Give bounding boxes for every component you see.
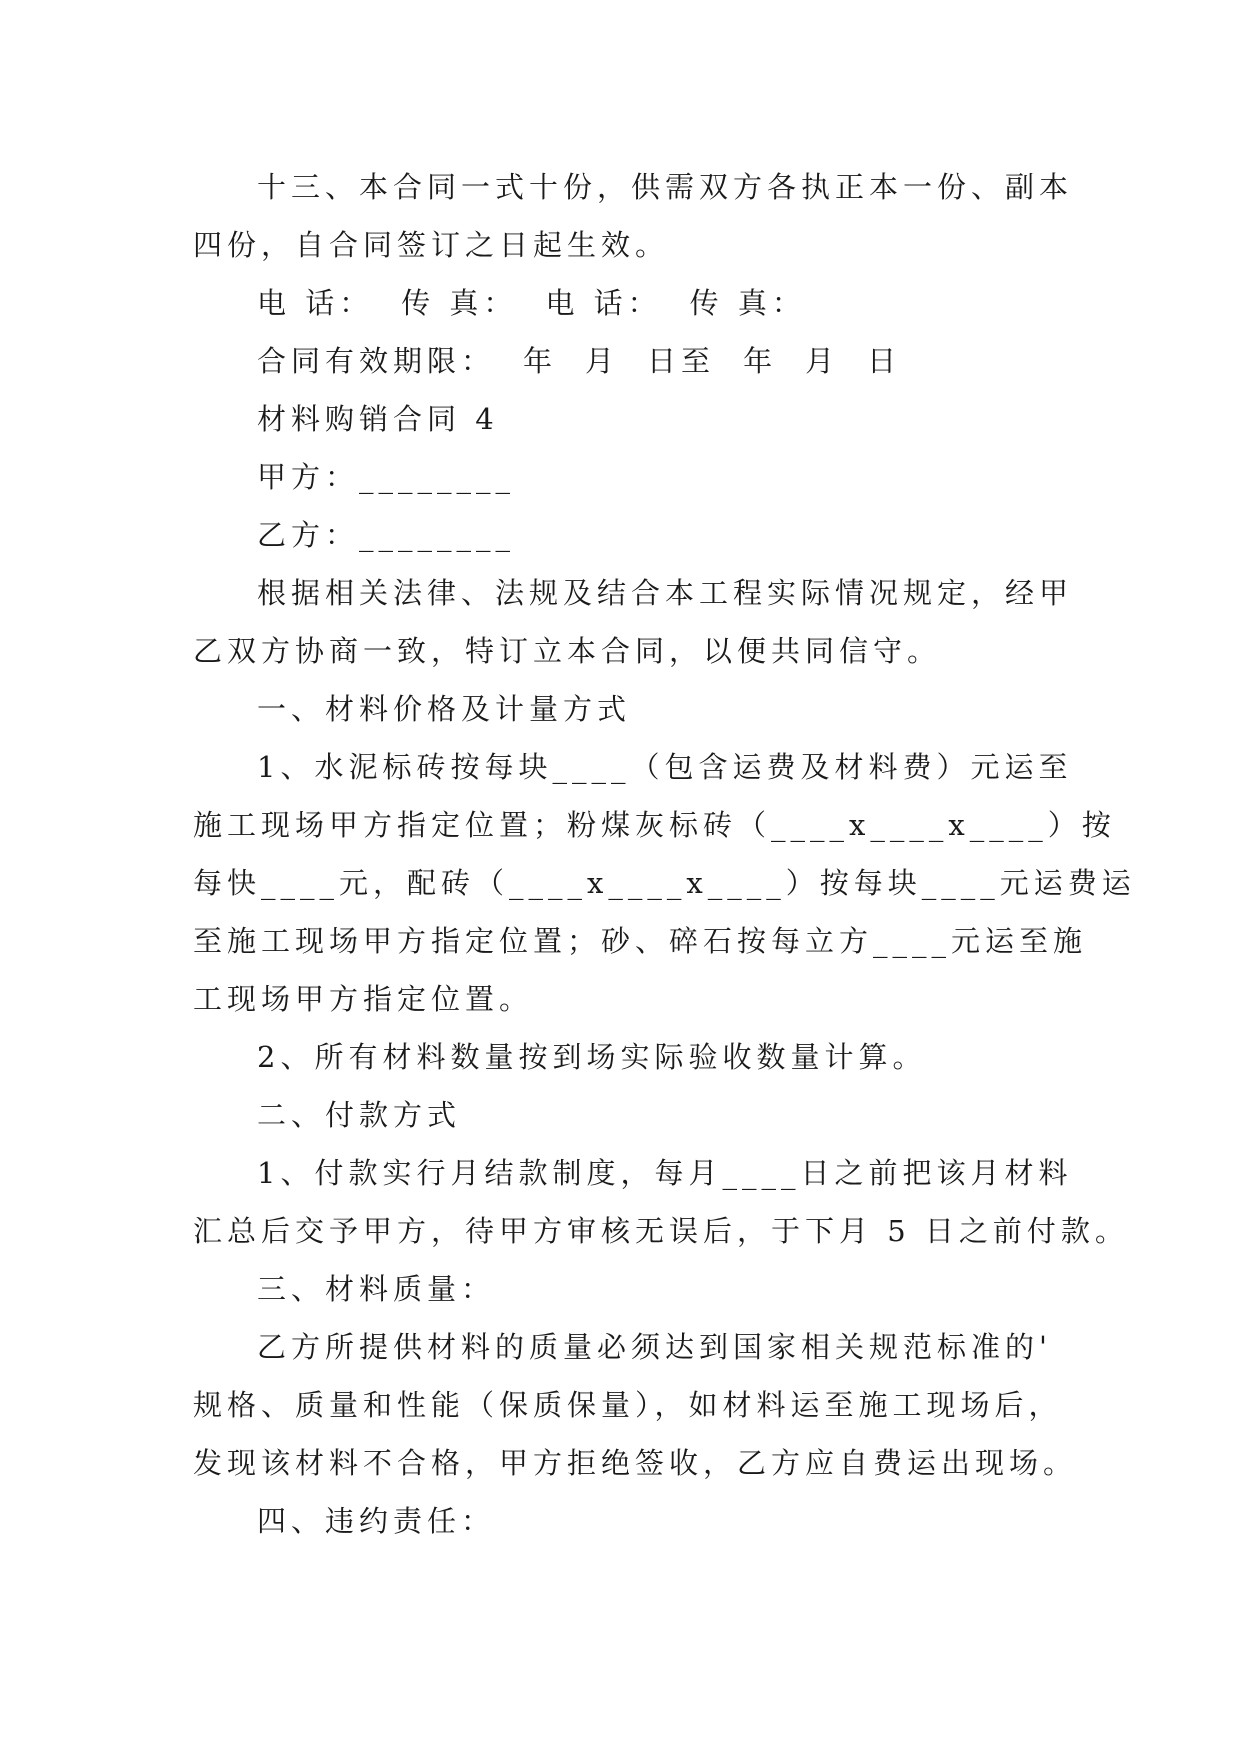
section-2-item-1-line-2: 汇总后交予甲方，待甲方审核无误后，于下月 5 日之前付款。: [193, 1214, 1129, 1248]
clause-13-line-1: 十三、本合同一式十份，供需双方各执正本一份、副本: [257, 170, 1074, 204]
fax-label-2: 传 真：: [689, 286, 806, 320]
document-body: [193, 158, 1136, 1550]
day-2: 日: [867, 344, 902, 378]
section-1-item-1-line-3: 每快____元，配砖（____x____x____）按每块____元运费运: [193, 866, 1136, 900]
party-b: 乙方：________: [257, 518, 516, 552]
section-1-item-1-line-4: 至施工现场甲方指定位置；砂、碎石按每立方____元运至施: [193, 924, 1088, 958]
year-2: 年: [743, 344, 778, 378]
section-3-line-2: 规格、质量和性能（保质保量），如材料运至施工现场后，: [193, 1388, 1063, 1422]
section-1-title: 一、材料价格及计量方式: [257, 692, 632, 726]
section-3-line-3: 发现该材料不合格，甲方拒绝签收，乙方应自费运出现场。: [193, 1446, 1078, 1480]
tel-label-2: 电 话：: [545, 286, 662, 320]
month-1: 月: [585, 344, 620, 378]
section-2-title: 二、付款方式: [257, 1098, 462, 1132]
section-3-line-1: 乙方所提供材料的质量必须达到国家相关规范标准的': [257, 1330, 1052, 1364]
section-1-item-1-line-1: 1、水泥标砖按每块____（包含运费及材料费）元运至: [257, 750, 1073, 784]
party-a: 甲方：________: [257, 460, 516, 494]
section-4-title: 四、违约责任：: [257, 1504, 496, 1538]
section-3-title: 三、材料质量：: [257, 1272, 496, 1306]
validity-label: 合同有效期限：: [257, 344, 496, 378]
section-1-item-1-line-5: 工现场甲方指定位置。: [193, 982, 534, 1016]
contract-title: 材料购销合同 4: [257, 402, 499, 436]
section-2-item-1-line-1: 1、付款实行月结款制度，每月____日之前把该月材料: [257, 1156, 1073, 1190]
clause-13-line-2: 四份，自合同签订之日起生效。: [193, 228, 670, 262]
day-to: 日至: [647, 344, 716, 378]
validity-line: [193, 332, 1073, 390]
year-1: 年: [523, 344, 558, 378]
section-1-item-2: 2、所有材料数量按到场实际验收数量计算。: [257, 1040, 927, 1074]
section-1-item-1-line-2: 施工现场甲方指定位置；粉煤灰标砖（____x____x____）按: [193, 808, 1116, 842]
fax-label-1: 传 真：: [401, 286, 518, 320]
month-2: 月: [805, 344, 840, 378]
contact-line: [193, 274, 1073, 332]
intro-line-2: 乙双方协商一致，特订立本合同，以便共同信守。: [193, 634, 942, 668]
intro-line-1: 根据相关法律、法规及结合本工程实际情况规定，经甲: [257, 576, 1074, 610]
tel-label-1: 电 话：: [257, 286, 374, 320]
